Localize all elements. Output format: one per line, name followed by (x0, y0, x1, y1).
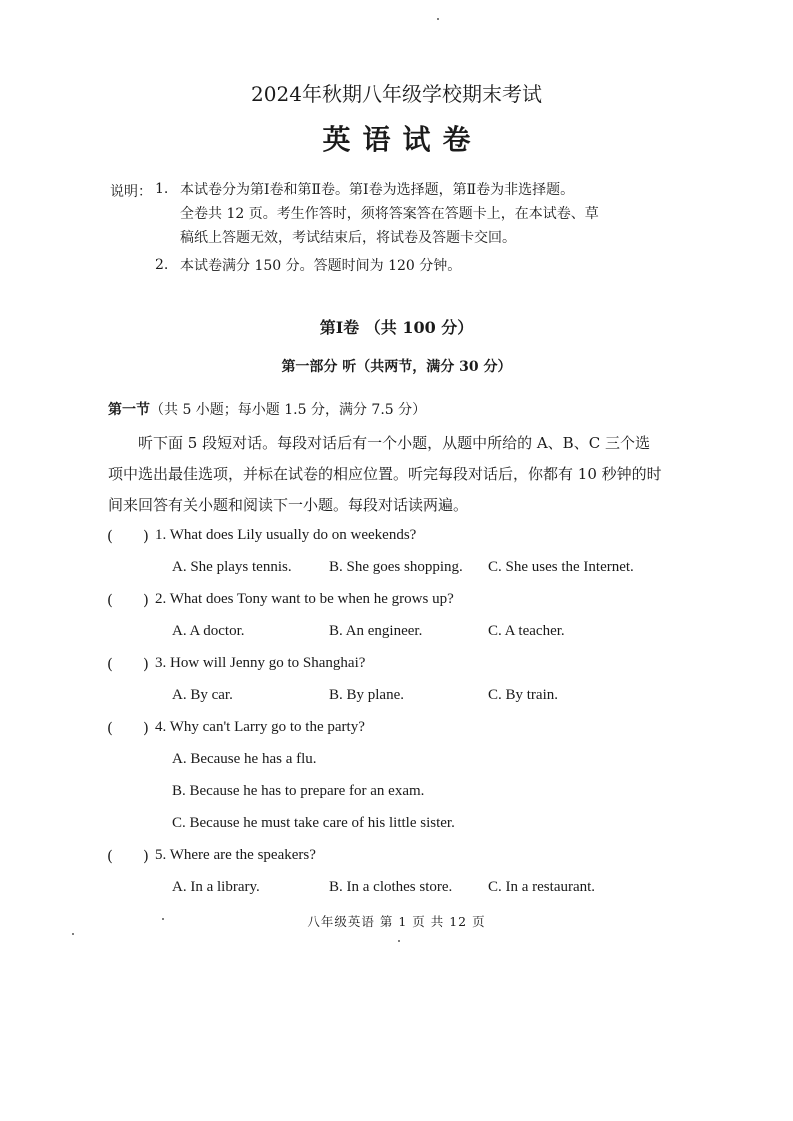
answer-paren-close: ) (143, 719, 149, 737)
answer-paren-close: ) (143, 847, 149, 865)
option-a: A. A doctor. (172, 623, 245, 639)
scan-speck (437, 18, 439, 20)
answer-paren-close: ) (143, 527, 149, 545)
exam-title: 2024年秋期八年级学校期末考试 (251, 82, 542, 106)
part-title: 第Ⅰ卷 （共 100 分） (319, 318, 474, 337)
scan-speck (72, 933, 74, 935)
option-b: B. She goes shopping. (329, 559, 463, 575)
option-c: C. Because he must take care of his little sister. (172, 815, 455, 831)
option-c: C. She uses the Internet. (488, 559, 634, 575)
option-c: C. In a restaurant. (488, 879, 596, 895)
question-stem: 4. Why can't Larry go to the party? (155, 719, 365, 735)
option-c: C. By train. (488, 687, 558, 703)
note-line: 全卷共 12 页。考生作答时，须将答案答在答题卡上，在本试卷、草 (180, 206, 599, 222)
answer-paren-open: ( (107, 847, 113, 865)
option-b: B. Because he has to prepare for an exam. (172, 783, 425, 799)
option-c: C. A teacher. (488, 623, 565, 639)
notes-label: 说明： (110, 184, 152, 200)
scan-speck (162, 918, 164, 920)
note-number: 2. (155, 257, 169, 273)
subsection-label: 第一节 (108, 402, 150, 418)
option-b: B. An engineer. (329, 623, 423, 639)
question-stem: 2. What does Tony want to be when he grows up? (155, 591, 454, 607)
option-b: B. In a clothes store. (329, 879, 453, 895)
option-a: A. She plays tennis. (172, 559, 292, 575)
note-line: 本试卷满分 150 分。答题时间为 120 分钟。 (180, 258, 462, 274)
answer-paren-open: ( (107, 719, 113, 737)
subsection-heading (108, 399, 426, 419)
option-a: A. By car. (172, 687, 233, 703)
question-stem: 1. What does Lily usually do on weekends? (155, 527, 417, 543)
note-line: 稿纸上答题无效，考试结束后，将试卷及答题卡交回。 (180, 230, 516, 246)
subject-title: 英语试卷 (322, 123, 483, 156)
note-number: 1. (155, 181, 169, 197)
option-a: A. In a library. (172, 879, 260, 895)
question-stem: 3. How will Jenny go to Shanghai? (155, 655, 366, 671)
answer-paren-close: ) (143, 655, 149, 673)
option-b: B. By plane. (329, 687, 404, 703)
scan-speck (398, 940, 400, 942)
answer-paren-open: ( (107, 591, 113, 609)
answer-paren-open: ( (107, 527, 113, 545)
question-stem: 5. Where are the speakers? (155, 847, 316, 863)
note-line: 本试卷分为第Ⅰ卷和第Ⅱ卷。第Ⅰ卷为选择题，第Ⅱ卷为非选择题。 (180, 182, 575, 198)
subsection-info: （共 5 小题；每小题 1.5 分，满分 7.5 分） (150, 402, 427, 418)
answer-paren-close: ) (143, 591, 149, 609)
answer-paren-open: ( (107, 655, 113, 673)
option-a: A. Because he has a flu. (172, 751, 317, 767)
section-title: 第一部分 听（共两节，满分 30 分） (281, 359, 512, 375)
instructions-paragraph: 听下面 5 段短对话。每段对话后有一个小题，从题中所给的 A、B、C 三个选项中选出最佳选项，并标在试卷的相应位置。听完每段对话后，你都有 10 秒钟的时间来回答有关小题和阅读下一小题。每段对话读两遍。 (108, 434, 662, 514)
page-footer: 八年级英语 第 1 页 共 12 页 (307, 914, 486, 929)
